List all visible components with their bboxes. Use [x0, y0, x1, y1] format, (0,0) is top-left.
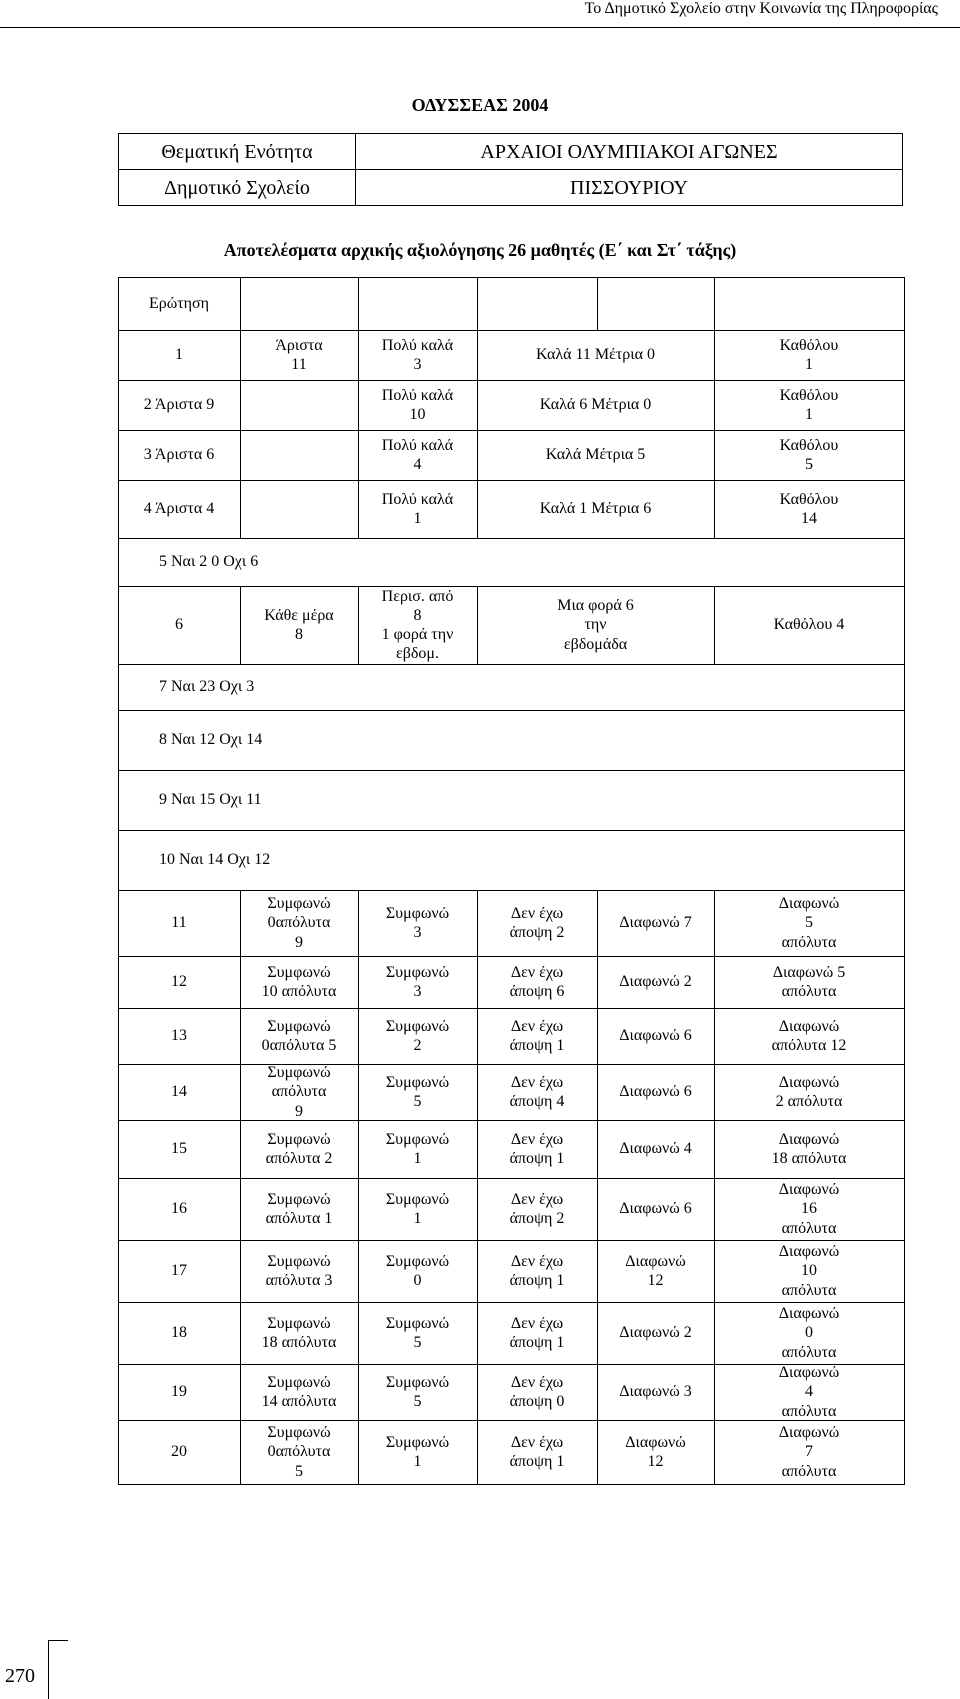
table-rule: [118, 277, 119, 330]
table-rule: [714, 1302, 715, 1364]
table-rule: [904, 1008, 905, 1064]
answer-cell: Διαφωνώ 7: [619, 914, 692, 932]
answer-cell: Διαφωνώ 12: [625, 1433, 686, 1470]
table-rule: [904, 430, 905, 480]
table-rule: [597, 1420, 598, 1484]
table-rule: [597, 1120, 598, 1178]
question-number: 11: [171, 914, 187, 932]
table-rule: [904, 1302, 905, 1364]
answer-cell: Συμφωνώ 10 απόλυτα: [261, 963, 337, 1000]
table-rule: [118, 1302, 119, 1364]
table-rule: [904, 830, 905, 890]
answer-cell: Διαφωνώ 5 απόλυτα: [772, 963, 846, 1000]
table-rule: [118, 664, 119, 710]
table-rule: [904, 664, 905, 710]
table-rule: [714, 380, 715, 430]
table-rule: [240, 1008, 241, 1064]
question-row-10: 10 Ναι 14 Οχι 12: [159, 851, 271, 869]
table-rule: [597, 956, 598, 1008]
answer-cell: Συμφωνώ 0: [385, 1252, 450, 1289]
table-rule: [240, 1064, 241, 1120]
question-number: 3 Άριστα 6: [143, 446, 215, 464]
table-rule: [477, 330, 478, 380]
table-rule: [358, 1064, 359, 1120]
table-rule: [597, 1064, 598, 1120]
table-rule: [358, 1302, 359, 1364]
table-rule: [240, 277, 241, 330]
answer-cell: Διαφωνώ 5 απόλυτα: [778, 895, 840, 951]
table-rule: [904, 1064, 905, 1120]
answer-cell: Συμφωνώ 18 απόλυτα: [261, 1314, 337, 1351]
table-rule: [904, 480, 905, 538]
table-rule: [714, 1420, 715, 1484]
answer-cell: Συμφωνώ 1: [385, 1190, 450, 1227]
answer-cell: Καλά 11 Μέτρια 0: [536, 346, 655, 364]
table-rule: [714, 956, 715, 1008]
table-rule: [118, 1178, 119, 1240]
table-rule: [240, 1240, 241, 1302]
table-rule: [358, 586, 359, 664]
answer-cell: Συμφωνώ απόλυτα 2: [265, 1130, 333, 1167]
question-number: 15: [171, 1140, 187, 1158]
answer-cell: Καλά 6 Μέτρια 0: [539, 396, 652, 414]
table-rule: [358, 890, 359, 956]
table-rule: [118, 1364, 119, 1420]
table-rule: [118, 1008, 119, 1064]
answer-cell: [240, 430, 358, 480]
table-rule: [477, 480, 478, 538]
answer-cell: Πολύ καλά 4: [381, 436, 454, 473]
question-number: 6: [175, 616, 183, 634]
answer-cell: Καθόλου 4: [773, 616, 845, 634]
answer-cell: Διαφωνώ 6: [619, 1083, 692, 1101]
table-rule: [118, 480, 119, 538]
table-rule: [904, 1120, 905, 1178]
table-rule: [477, 380, 478, 430]
answer-cell: Δεν έχω άποψη 0: [509, 1373, 565, 1410]
answer-cell: Διαφωνώ 7 απόλυτα: [778, 1424, 840, 1480]
question-number: 1: [175, 346, 183, 364]
table-rule: [477, 1008, 478, 1064]
table-rule: [597, 890, 598, 956]
table-rule: [118, 830, 119, 890]
answer-cell: Δεν έχω άποψη 1: [509, 1017, 565, 1054]
answer-cell: Καθόλου 1: [779, 336, 839, 373]
table-rule: [118, 380, 119, 430]
answer-cell: Συμφωνώ απόλυτα 3: [265, 1252, 333, 1289]
table-rule: [358, 330, 359, 380]
table-rule: [240, 480, 241, 538]
table-rule: [358, 1178, 359, 1240]
answer-cell: Διαφωνώ απόλυτα 12: [771, 1017, 847, 1054]
answer-cell: Δεν έχω άποψη 6: [509, 963, 565, 1000]
table-rule: [714, 1008, 715, 1064]
page-number: 270: [5, 1665, 35, 1687]
table-rule: [477, 956, 478, 1008]
answer-cell: Συμφωνώ απόλυτα 1: [265, 1190, 333, 1227]
table-rule: [714, 1178, 715, 1240]
table-rule: [240, 430, 241, 480]
table-rule: [904, 538, 905, 586]
table-rule: [714, 1364, 715, 1420]
answer-cell: Δεν έχω άποψη 2: [509, 904, 565, 941]
info-value-topic: ΑΡΧΑΙΟΙ ΟΛΥΜΠΙΑΚΟΙ ΑΓΩΝΕΣ: [356, 134, 903, 170]
answer-cell: [240, 380, 358, 430]
question-number: 4 Άριστα 4: [143, 500, 215, 518]
table-rule: [358, 1240, 359, 1302]
table-rule: [477, 890, 478, 956]
table-rule: [714, 330, 715, 380]
question-number: 20: [171, 1443, 187, 1461]
answer-cell: Καθόλου 1: [779, 386, 839, 423]
table-rule: [118, 1120, 119, 1178]
answer-cell: Πολύ καλά 1: [381, 490, 454, 527]
table-rule: [904, 1240, 905, 1302]
answer-cell: Δεν έχω άποψη 2: [509, 1190, 565, 1227]
question-row-5: 5 Ναι 2 0 Οχι 6: [159, 553, 259, 571]
results-subtitle: Αποτελέσματα αρχικής αξιολόγησης 26 μαθητές (Ε΄ και Στ΄ τάξης): [223, 240, 737, 260]
table-rule: [358, 1008, 359, 1064]
table-rule: [597, 1302, 598, 1364]
table-rule: [714, 586, 715, 664]
question-number: 18: [171, 1324, 187, 1342]
page-corner-line: [48, 1640, 68, 1641]
answer-cell: Συμφωνώ 2: [385, 1017, 450, 1054]
table-rule: [904, 586, 905, 664]
table-rule: [358, 480, 359, 538]
answer-cell: Συμφωνώ 0απόλυτα 5: [261, 1017, 337, 1054]
answer-cell: Συμφωνώ 14 απόλυτα: [261, 1373, 337, 1410]
table-rule: [477, 1178, 478, 1240]
question-number: 17: [171, 1262, 187, 1280]
answer-cell: Διαφωνώ 2: [619, 1324, 692, 1342]
table-rule: [118, 770, 119, 830]
table-rule: [240, 1364, 241, 1420]
question-number: 13: [171, 1027, 187, 1045]
answer-cell: Καθόλου 5: [779, 436, 839, 473]
table-rule: [358, 277, 359, 330]
question-row-9: 9 Ναι 15 Οχι 11: [159, 791, 262, 809]
answer-cell: Καλά 1 Μέτρια 6: [539, 500, 652, 518]
table-rule: [477, 1240, 478, 1302]
answer-cell: Συμφωνώ 0απόλυτα 5: [267, 1424, 331, 1480]
table-rule: [904, 1420, 905, 1484]
question-number: 16: [171, 1200, 187, 1218]
table-rule: [714, 430, 715, 480]
question-number: 2 Άριστα 9: [143, 396, 215, 414]
answer-cell: Διαφωνώ 6: [619, 1200, 692, 1218]
table-rule: [118, 890, 119, 956]
table-rule: [477, 430, 478, 480]
table-rule: [240, 1178, 241, 1240]
answer-cell: Διαφωνώ 18 απόλυτα: [771, 1130, 847, 1167]
table-rule: [240, 330, 241, 380]
table-rule: [904, 770, 905, 830]
answer-cell: Διαφωνώ 3: [619, 1383, 692, 1401]
table-rule: [904, 710, 905, 770]
table-rule: [597, 1364, 598, 1420]
page-corner-line: [48, 1640, 49, 1699]
answer-cell: Κάθε μέρα 8: [264, 606, 334, 643]
answer-cell: Πολύ καλά 3: [381, 336, 454, 373]
answer-cell: Διαφωνώ 0 απόλυτα: [778, 1305, 840, 1361]
table-rule: [118, 1064, 119, 1120]
table-rule: [240, 1420, 241, 1484]
answer-cell: Καλά Μέτρια 5: [545, 446, 646, 464]
answer-cell: Διαφωνώ 4 απόλυτα: [778, 1364, 840, 1420]
answer-cell: Διαφωνώ 12: [625, 1252, 686, 1289]
table-rule: [358, 1364, 359, 1420]
table-rule: [597, 1178, 598, 1240]
table-rule: [118, 710, 119, 770]
table-rule: [477, 1364, 478, 1420]
table-rule: [904, 330, 905, 380]
table-rule: [118, 430, 119, 480]
table-rule: [477, 1064, 478, 1120]
answer-cell: Περισ. από 8 1 φορά την εβδομ.: [381, 587, 454, 663]
table-rule: [714, 890, 715, 956]
table-rule: [118, 330, 119, 380]
table-rule: [358, 1120, 359, 1178]
answer-cell: [240, 480, 358, 538]
running-header: Το Δημοτικό Σχολείο στην Κοινωνία της Πληροφορίας: [584, 0, 938, 17]
question-row-7: 7 Ναι 23 Οχι 3: [159, 678, 255, 696]
answer-cell: Συμφωνώ 1: [385, 1433, 450, 1470]
table-rule: [358, 380, 359, 430]
answer-cell: Συμφωνώ 5: [385, 1073, 450, 1110]
answer-cell: Διαφωνώ 10 απόλυτα: [778, 1243, 840, 1299]
info-label-topic: Θεματική Ενότητα: [119, 134, 356, 170]
table-rule: [240, 956, 241, 1008]
answer-cell: Δεν έχω άποψη 1: [509, 1252, 565, 1289]
answer-cell: Δεν έχω άποψη 4: [509, 1073, 565, 1110]
table-rule: [240, 586, 241, 664]
table-rule: [477, 1302, 478, 1364]
table-rule: [477, 277, 478, 330]
table-rule: [358, 430, 359, 480]
table-rule: [904, 380, 905, 430]
answer-cell: Συμφωνώ 3: [385, 963, 450, 1000]
table-rule: [904, 1364, 905, 1420]
answer-cell: Άριστα 11: [275, 336, 323, 373]
table-rule: [714, 480, 715, 538]
answer-cell: Συμφωνώ 5: [385, 1373, 450, 1410]
table-rule: [597, 1008, 598, 1064]
answer-cell: Διαφωνώ 2 απόλυτα: [775, 1073, 843, 1110]
question-number: 12: [171, 973, 187, 991]
question-row-8: 8 Ναι 12 Οχι 14: [159, 731, 263, 749]
info-value-school: ΠΙΣΣΟΥΡΙΟΥ: [356, 170, 903, 206]
answer-cell: Καθόλου 14: [779, 490, 839, 527]
table-rule: [597, 1240, 598, 1302]
table-rule: [358, 1420, 359, 1484]
answer-cell: Δεν έχω άποψη 1: [509, 1130, 565, 1167]
table-rule: [477, 586, 478, 664]
table-rule: [240, 1302, 241, 1364]
table-rule: [904, 277, 905, 330]
table-rule: [358, 956, 359, 1008]
answer-cell: Μια φορά 6 την εβδομάδα: [557, 597, 634, 653]
table-rule: [118, 1240, 119, 1302]
answer-cell: Δεν έχω άποψη 1: [509, 1314, 565, 1351]
question-header: Ερώτηση: [148, 294, 210, 312]
table-rule: [240, 380, 241, 430]
answer-cell: Διαφωνώ 2: [619, 973, 692, 991]
table-rule: [477, 1120, 478, 1178]
table-rule: [597, 277, 598, 330]
answer-cell: Διαφωνώ 6: [619, 1027, 692, 1045]
table-rule: [714, 1240, 715, 1302]
question-number: 14: [171, 1083, 187, 1101]
document-title: ΟΔΥΣΣΕΑΣ 2004: [411, 95, 549, 115]
table-rule: [714, 1064, 715, 1120]
table-rule: [240, 1120, 241, 1178]
table-rule: [118, 538, 119, 586]
table-rule: [904, 956, 905, 1008]
answer-cell: Συμφωνώ 3: [385, 904, 450, 941]
answer-cell: Διαφωνώ 16 απόλυτα: [778, 1181, 840, 1237]
question-number: 19: [171, 1383, 187, 1401]
answer-cell: Συμφωνώ απόλυτα 9: [267, 1064, 331, 1120]
answer-cell: Συμφωνώ 1: [385, 1130, 450, 1167]
answer-cell: Συμφωνώ 0απόλυτα 9: [267, 895, 331, 951]
table-rule: [477, 1420, 478, 1484]
table-rule: [240, 890, 241, 956]
table-rule: [118, 956, 119, 1008]
table-rule: [118, 586, 119, 664]
answer-cell: Δεν έχω άποψη 1: [509, 1433, 565, 1470]
answer-cell: Πολύ καλά 10: [381, 386, 454, 423]
table-rule: [714, 277, 715, 330]
answer-cell: Διαφωνώ 4: [619, 1140, 692, 1158]
info-label-school: Δημοτικό Σχολείο: [119, 170, 356, 206]
table-rule: [118, 1484, 905, 1485]
answer-cell: Συμφωνώ 5: [385, 1314, 450, 1351]
table-rule: [904, 1178, 905, 1240]
table-rule: [904, 890, 905, 956]
table-rule: [118, 1420, 119, 1484]
table-rule: [714, 1120, 715, 1178]
